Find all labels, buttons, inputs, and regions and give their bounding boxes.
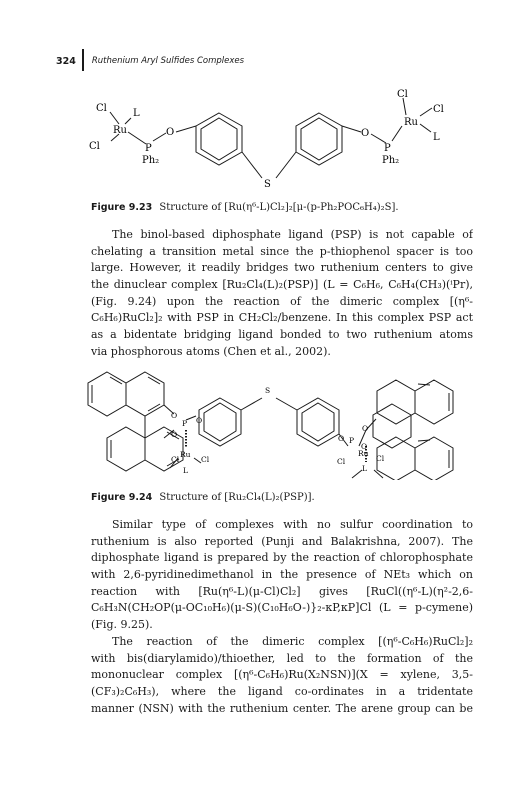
paragraph-2-line: ruthenium is also reported (Punji and Balakrishna, 2007). The (91, 534, 473, 548)
paragraph-1-line: as a bidentate bridging ligand bonded to two ruthenium atoms (91, 328, 473, 342)
atom-s: S (265, 386, 271, 395)
figure-9-23-caption-text: Structure of [Ru(η⁶-L)Cl₂]₂[μ-(p-Ph₂POC₆H₄)₂S]. (159, 202, 399, 213)
atom-cl-bottom-left: Cl (89, 141, 100, 152)
atom-l-right: L (433, 132, 440, 143)
atom-l-left: L (183, 466, 188, 475)
atom-o-left-bottom: O (171, 430, 178, 439)
paragraph-1-line: The binol-based diphosphate ligand (PSP) is not capable of (112, 228, 473, 241)
paragraph-3-line: mononuclear complex [(η⁶-C₆H₆)Ru(X₂NSN)](X = xylene, 3,5- (91, 668, 473, 682)
paragraph-1-line: (Fig. 9.24) upon the reaction of the dimeric complex [(η⁶- (91, 294, 473, 308)
atom-o-left-top: O (171, 411, 178, 420)
atom-cl-left-b: Cl (201, 455, 210, 464)
atom-o-right-mid: O (362, 424, 369, 433)
figure-9-24-caption-text: Structure of [Ru₂Cl₄(L)₂(PSP)]. (159, 492, 315, 503)
atom-cl-right-b: Cl (376, 454, 385, 463)
paragraph-3-line: manner (NSN) with the ruthenium center. The arene group can be (91, 701, 473, 715)
paragraph-2-line: diphosphate ligand is prepared by the reaction of chlorophosphate (91, 551, 473, 565)
paragraph-2-line: with 2,6-pyridinedimethanol in the presence of NEt₃ which on (91, 568, 473, 582)
atom-o-left: O (166, 127, 175, 138)
figure-9-24-label: Figure 9.24 (91, 492, 153, 503)
paragraph-2 (91, 517, 473, 634)
atom-p-left: P (145, 143, 152, 154)
atom-cl-left-a: Cl (171, 455, 180, 464)
atom-p-left: P (182, 419, 188, 428)
figure-9-23-label: Figure 9.23 (91, 202, 153, 213)
running-title: Ruthenium Aryl Sulfides Complexes (91, 56, 245, 66)
atom-cl-top-left: Cl (96, 103, 107, 114)
paragraph-1-line: large. However, it readily bridges two ruthenium centers to give (91, 261, 473, 275)
paragraph-1-line: via phosphorous atoms (Chen et al., 2002). (91, 344, 331, 358)
atom-l-top-left: L (133, 108, 140, 119)
paragraph-2-line: C₆H₃N(CH₂OP(μ-OC₁₀H₆)(μ-S)(C₁₀H₆O-)}₂-κP,κP]Cl (L = p-cymene) (91, 601, 473, 615)
atom-p-right: P (349, 436, 355, 445)
figure-9-24-caption (91, 491, 315, 504)
atom-ru-right: Ru (358, 449, 369, 458)
paragraph-3-line: The reaction of the dimeric complex [(η⁶-C₆H₆)RuCl₂]₂ (112, 635, 473, 648)
paragraph-1-line: chelating a transition metal since the p-thiophenol spacer is too (91, 244, 473, 258)
atom-o-right-top: O (338, 434, 345, 443)
paragraph-2-line: (Fig. 9.25). (91, 618, 153, 632)
paragraph-3-line: (CF₃)₂C₆H₃), where the ligand co-ordinates in a tridentate (91, 685, 473, 699)
atom-cl-right: Cl (433, 104, 444, 115)
paragraph-2-line: Similar type of complexes with no sulfur coordination to (112, 518, 473, 531)
atom-cl-top-right: Cl (397, 89, 408, 100)
atom-o-right: O (361, 128, 370, 139)
atom-ph2-right: Ph₂ (382, 155, 400, 166)
atom-p-right: P (384, 143, 391, 154)
atom-cl-right-a: Cl (337, 457, 346, 466)
paragraph-1-line: the dinuclear complex [Ru₂Cl₄(L)₂(PSP)] (L = C₆H₆, C₆H₄(CH₃)(ⁱPr), (91, 278, 473, 292)
atom-o-left-mid: O (196, 416, 203, 425)
atom-o-right-bottom: O (361, 442, 368, 451)
atom-ru-left: Ru (180, 450, 191, 459)
atom-s-center: S (264, 179, 271, 190)
page-number: 324 (56, 56, 76, 67)
atom-l-right: L (362, 464, 367, 473)
atom-ru-right: Ru (404, 117, 418, 128)
paragraph-3-line: with bis(diarylamido)/thioether, led to the formation of the (91, 651, 473, 665)
paragraph-3 (91, 634, 473, 717)
atom-ru-left: Ru (113, 125, 127, 136)
paragraph-1-line: C₆H₆)RuCl₂]₂ with PSP in CH₂Cl₂/benzene. In this complex PSP act (91, 311, 473, 325)
paragraph-2-line: reaction with [Ru(η⁶-L)(μ-Cl)Cl₂] gives [RuCl((η⁶-L)(η²-2,6- (91, 584, 473, 598)
atom-ph2-left: Ph₂ (142, 155, 160, 166)
